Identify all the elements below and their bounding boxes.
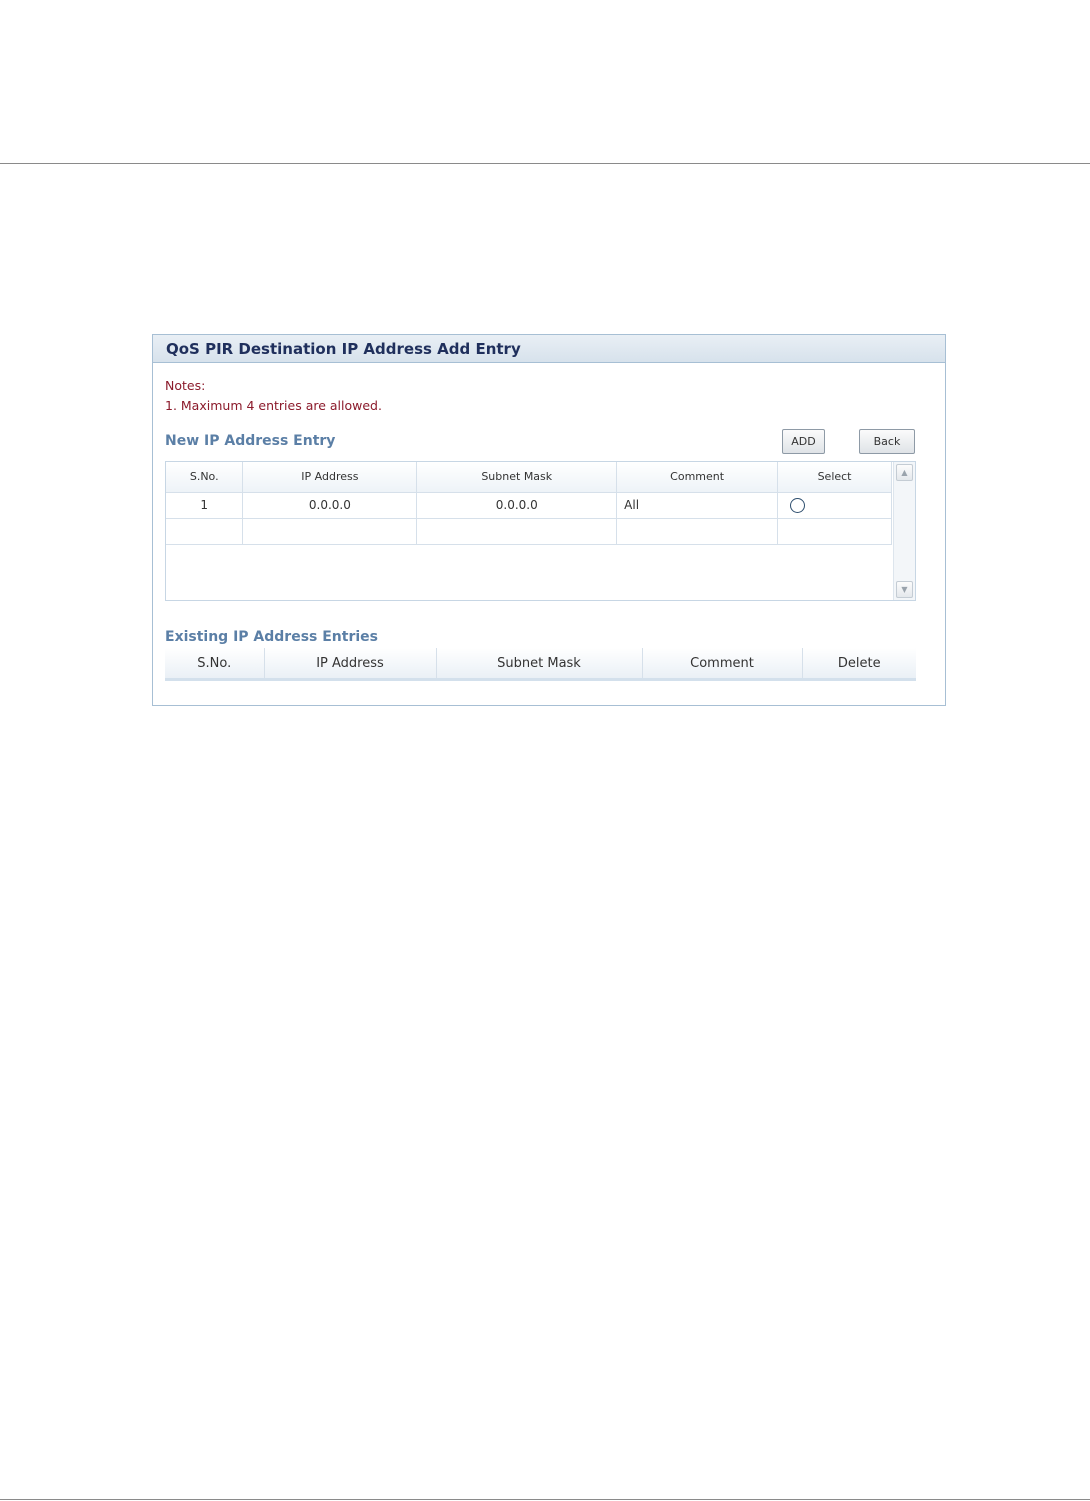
qos-pir-panel [152,334,946,706]
cell-empty [166,518,243,544]
col-subnet-mask: Subnet Mask [436,648,642,678]
table-row [166,492,892,518]
notes-item: 1. Maximum 4 entries are allowed. [165,398,382,413]
cell-sno: 1 [166,492,243,518]
col-sno: S.No. [165,648,264,678]
cell-empty [778,518,892,544]
col-ip-address: IP Address [264,648,436,678]
cell-comment: All [617,492,778,518]
cell-subnet-mask: 0.0.0.0 [417,492,617,518]
back-button[interactable]: Back [859,429,915,454]
new-entry-table [166,462,892,545]
col-select: Select [778,462,892,492]
new-entry-title: New IP Address Entry [165,433,336,449]
add-button[interactable]: ADD [782,429,825,454]
col-ip-address: IP Address [243,462,417,492]
existing-entries-title: Existing IP Address Entries [165,629,378,645]
vertical-scrollbar[interactable] [893,462,915,600]
existing-entries-grid [165,648,916,681]
col-delete: Delete [802,648,916,678]
cell-select [778,492,892,518]
col-sno: S.No. [166,462,243,492]
table-row-empty [166,518,892,544]
col-subnet-mask: Subnet Mask [417,462,617,492]
select-radio[interactable] [790,498,805,513]
chevron-down-icon[interactable]: ▼ [896,581,913,598]
chevron-up-icon[interactable]: ▲ [896,464,913,481]
cell-empty [617,518,778,544]
existing-table-footer [165,678,916,681]
existing-header-row [165,648,916,678]
col-comment: Comment [642,648,802,678]
existing-entries-table [165,648,916,678]
bottom-divider [0,1499,1090,1500]
panel-title: QoS PIR Destination IP Address Add Entry [153,335,945,363]
cell-ip-address: 0.0.0.0 [243,492,417,518]
top-divider [0,163,1090,164]
new-entry-header-row [166,462,892,492]
cell-empty [417,518,617,544]
notes-heading: Notes: [165,378,206,393]
new-entry-grid [165,461,916,601]
col-comment: Comment [617,462,778,492]
cell-empty [243,518,417,544]
notes-block [165,376,382,416]
